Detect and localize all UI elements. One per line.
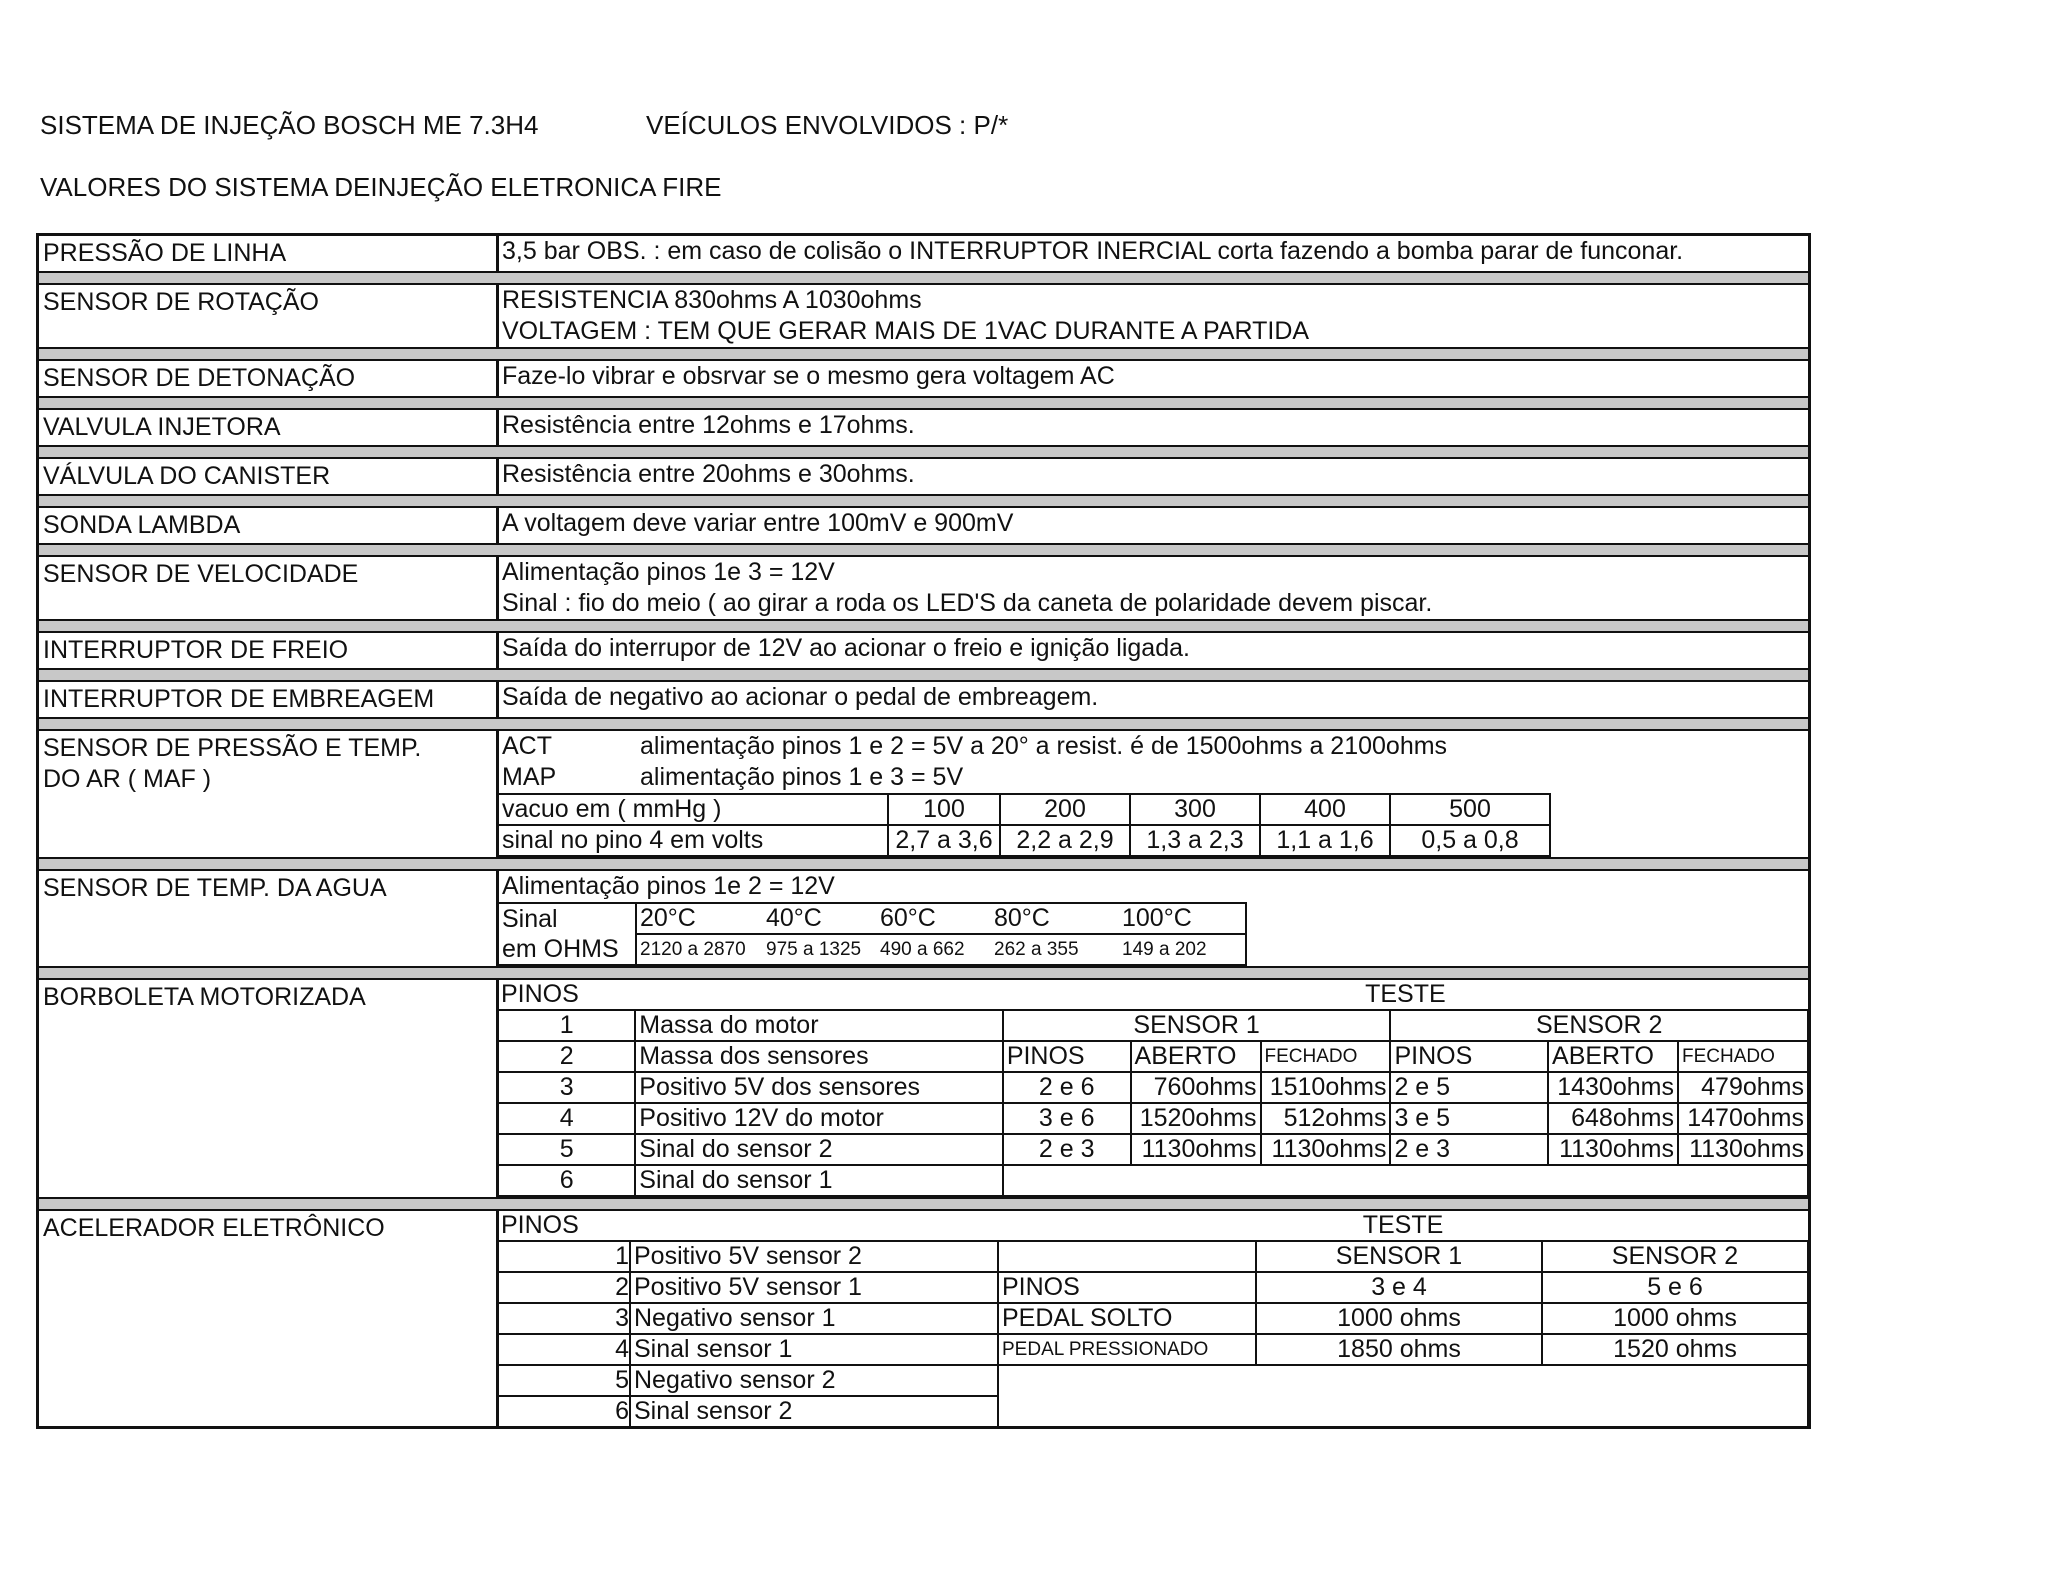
pin-desc: Positivo 5V sensor 2 xyxy=(630,1241,998,1272)
row-separator xyxy=(39,859,1808,871)
map-table xyxy=(497,793,1551,857)
col-aberto: ABERTO xyxy=(1131,1041,1261,1072)
temp-header: 20°C xyxy=(636,903,763,934)
row-separator xyxy=(39,670,1808,682)
row-separator xyxy=(39,719,1808,731)
test-pinos: 3 e 6 xyxy=(1003,1103,1131,1134)
sig-value: 2,2 a 2,9 xyxy=(1000,825,1130,856)
empty-cell xyxy=(998,1365,1808,1427)
test-pinos: 3 e 5 xyxy=(1390,1103,1548,1134)
pin-number: 6 xyxy=(498,1396,630,1427)
test-aberto: 1430ohms xyxy=(1548,1072,1678,1103)
pin-desc: Sinal do sensor 1 xyxy=(635,1165,1003,1196)
ohms-value: 975 a 1325 xyxy=(763,934,877,965)
map-key: MAP xyxy=(502,763,557,791)
row-text: Saída de negativo ao acionar o pedal de embreagem. xyxy=(502,683,1099,711)
sig-label: sinal no pino 4 em volts xyxy=(498,825,888,856)
row-label: PRESSÃO DE LINHA xyxy=(39,236,499,271)
pin-desc: Positivo 5V sensor 1 xyxy=(630,1272,998,1303)
col-pinos: PINOS xyxy=(1003,1041,1131,1072)
row-canister xyxy=(39,459,1808,496)
test-fechado: 1470ohms xyxy=(1678,1103,1808,1134)
row-separator xyxy=(39,545,1808,557)
row-embreagem xyxy=(39,682,1808,719)
row-separator xyxy=(39,349,1808,361)
test-fechado: 1510ohms xyxy=(1261,1072,1391,1103)
row-text: A voltagem deve variar entre 100mV e 900mV xyxy=(502,509,1014,537)
row-text: Alimentação pinos 1e 2 = 12V xyxy=(502,872,835,900)
row-agua xyxy=(39,871,1808,968)
sensor2-header: SENSOR 2 xyxy=(1542,1241,1808,1272)
vehicles-label: VEÍCULOS ENVOLVIDOS : P/* xyxy=(646,110,1009,140)
pin-desc: Sinal do sensor 2 xyxy=(635,1134,1003,1165)
ohms-value: 490 a 662 xyxy=(877,934,991,965)
test-key: PEDAL SOLTO xyxy=(998,1303,1256,1334)
pin-number: 2 xyxy=(498,1041,635,1072)
act-text: alimentação pinos 1 e 2 = 5V a 20° a resist. é de 1500ohms a 2100ohms xyxy=(640,732,1448,760)
row-acelerador xyxy=(39,1211,1808,1426)
row-label: VALVULA INJETORA xyxy=(39,410,499,445)
row-separator xyxy=(39,496,1808,508)
row-label: VÁLVULA DO CANISTER xyxy=(39,459,499,494)
test-fechado: 479ohms xyxy=(1678,1072,1808,1103)
teste-header: TESTE xyxy=(998,1211,1808,1241)
water-temp-table xyxy=(497,902,1247,966)
sinal-label: Sinal xyxy=(498,903,636,934)
row-text: Sinal : fio do meio ( ao girar a roda os LED'S da caneta de polaridade devem piscar. xyxy=(502,589,1433,617)
test-s2: 1000 ohms xyxy=(1542,1303,1808,1334)
row-borboleta xyxy=(39,980,1808,1199)
ohms-value: 2120 a 2870 xyxy=(636,934,763,965)
row-label: INTERRUPTOR DE FREIO xyxy=(39,633,499,668)
test-pinos: 2 e 3 xyxy=(1003,1134,1131,1165)
row-text: Faze-lo vibrar e obsrvar se o mesmo gera voltagem AC xyxy=(502,362,1115,390)
test-aberto: 1130ohms xyxy=(1131,1134,1261,1165)
ohms-label: em OHMS xyxy=(498,934,636,965)
row-label xyxy=(39,731,499,857)
row-label: INTERRUPTOR DE EMBREAGEM xyxy=(39,682,499,717)
pin-desc: Sinal sensor 1 xyxy=(630,1334,998,1365)
pin-desc: Negativo sensor 2 xyxy=(630,1365,998,1396)
row-label-line: SENSOR DE PRESSÃO E TEMP. xyxy=(43,734,422,762)
row-label: SENSOR DE VELOCIDADE xyxy=(39,557,499,619)
row-text: Alimentação pinos 1e 3 = 12V xyxy=(502,558,835,586)
row-lambda xyxy=(39,508,1808,545)
act-key: ACT xyxy=(502,732,552,760)
sig-value: 2,7 a 3,6 xyxy=(888,825,1000,856)
col-pinos: PINOS xyxy=(1390,1041,1548,1072)
vac-value: 100 xyxy=(888,794,1000,825)
pin-desc: Positivo 5V dos sensores xyxy=(635,1072,1003,1103)
pin-number: 1 xyxy=(498,1010,635,1041)
row-text: RESISTENCIA 830ohms A 1030ohms xyxy=(502,286,922,314)
test-fechado: 1130ohms xyxy=(1678,1134,1808,1165)
sensor1-header: SENSOR 1 xyxy=(1003,1010,1391,1041)
row-separator xyxy=(39,447,1808,459)
row-text: Saída do interrupor de 12V ao acionar o freio e ignição ligada. xyxy=(502,634,1190,662)
test-fechado: 1130ohms xyxy=(1261,1134,1391,1165)
pin-number: 1 xyxy=(498,1241,630,1272)
test-s1: 3 e 4 xyxy=(1256,1272,1542,1303)
test-pinos: 2 e 6 xyxy=(1003,1072,1131,1103)
temp-header: 100°C xyxy=(1119,903,1246,934)
row-label: SONDA LAMBDA xyxy=(39,508,499,543)
vac-value: 200 xyxy=(1000,794,1130,825)
test-aberto: 1520ohms xyxy=(1131,1103,1261,1134)
empty-cell xyxy=(1003,1165,1808,1196)
row-injetora xyxy=(39,410,1808,447)
pin-number: 3 xyxy=(498,1072,635,1103)
test-s2: 1520 ohms xyxy=(1542,1334,1808,1365)
col-fechado: FECHADO xyxy=(1261,1041,1391,1072)
test-fechado: 512ohms xyxy=(1261,1103,1391,1134)
row-text: 3,5 bar OBS. : em caso de colisão o INTERRUPTOR INERCIAL corta fazendo a bomba parar de funconar. xyxy=(502,237,1684,265)
pinos-header: PINOS xyxy=(498,1211,998,1241)
pinos-header: PINOS xyxy=(498,980,1003,1010)
pin-desc: Massa do motor xyxy=(635,1010,1003,1041)
vac-value: 500 xyxy=(1390,794,1550,825)
row-freio xyxy=(39,633,1808,670)
pedal-table xyxy=(497,1211,1809,1428)
empty-cell xyxy=(998,1241,1256,1272)
map-text: alimentação pinos 1 e 3 = 5V xyxy=(640,763,964,791)
row-text: Resistência entre 20ohms e 30ohms. xyxy=(502,460,915,488)
row-rotacao xyxy=(39,285,1808,349)
temp-header: 60°C xyxy=(877,903,991,934)
pin-number: 5 xyxy=(498,1365,630,1396)
col-aberto: ABERTO xyxy=(1548,1041,1678,1072)
ohms-value: 262 a 355 xyxy=(991,934,1119,965)
test-s1: 1850 ohms xyxy=(1256,1334,1542,1365)
row-text: VOLTAGEM : TEM QUE GERAR MAIS DE 1VAC DURANTE A PARTIDA xyxy=(502,317,1310,345)
row-separator xyxy=(39,398,1808,410)
document-title: SISTEMA DE INJEÇÃO BOSCH ME 7.3H4 xyxy=(40,110,539,140)
sig-value: 1,1 a 1,6 xyxy=(1260,825,1390,856)
row-label: SENSOR DE DETONAÇÃO xyxy=(39,361,499,396)
sensor1-header: SENSOR 1 xyxy=(1256,1241,1542,1272)
vac-value: 300 xyxy=(1130,794,1260,825)
vac-label: vacuo em ( mmHg ) xyxy=(498,794,888,825)
pin-number: 6 xyxy=(498,1165,635,1196)
row-velocidade xyxy=(39,557,1808,621)
row-separator xyxy=(39,968,1808,980)
test-aberto: 648ohms xyxy=(1548,1103,1678,1134)
sensor2-header: SENSOR 2 xyxy=(1390,1010,1808,1041)
ohms-value: 149 a 202 xyxy=(1119,934,1246,965)
test-aberto: 760ohms xyxy=(1131,1072,1261,1103)
teste-header: TESTE xyxy=(1003,980,1808,1010)
row-pressao xyxy=(39,236,1808,273)
pin-desc: Positivo 12V do motor xyxy=(635,1103,1003,1134)
pin-desc: Negativo sensor 1 xyxy=(630,1303,998,1334)
pin-number: 5 xyxy=(498,1134,635,1165)
throttle-table xyxy=(497,980,1809,1197)
pin-desc: Massa dos sensores xyxy=(635,1041,1003,1072)
sig-value: 1,3 a 2,3 xyxy=(1130,825,1260,856)
row-separator xyxy=(39,621,1808,633)
row-separator xyxy=(39,1199,1808,1211)
pin-number: 4 xyxy=(498,1103,635,1134)
row-detonacao xyxy=(39,361,1808,398)
temp-header: 40°C xyxy=(763,903,877,934)
pin-number: 4 xyxy=(498,1334,630,1365)
row-separator xyxy=(39,273,1808,285)
test-pinos: 2 e 3 xyxy=(1390,1134,1548,1165)
test-key: PEDAL PRESSIONADO xyxy=(998,1334,1256,1365)
test-s1: 1000 ohms xyxy=(1256,1303,1542,1334)
row-label: ACELERADOR ELETRÔNICO xyxy=(39,1211,499,1426)
row-text: Resistência entre 12ohms e 17ohms. xyxy=(502,411,915,439)
row-label: BORBOLETA MOTORIZADA xyxy=(39,980,499,1197)
test-pinos: 2 e 5 xyxy=(1390,1072,1548,1103)
row-label: SENSOR DE ROTAÇÃO xyxy=(39,285,499,347)
sig-value: 0,5 a 0,8 xyxy=(1390,825,1550,856)
document-subtitle: VALORES DO SISTEMA DEINJEÇÃO ELETRONICA FIRE xyxy=(40,172,722,202)
row-label: SENSOR DE TEMP. DA AGUA xyxy=(39,871,499,966)
test-s2: 5 e 6 xyxy=(1542,1272,1808,1303)
pin-desc: Sinal sensor 2 xyxy=(630,1396,998,1427)
test-aberto: 1130ohms xyxy=(1548,1134,1678,1165)
col-fechado: FECHADO xyxy=(1678,1041,1808,1072)
pin-number: 3 xyxy=(498,1303,630,1334)
temp-header: 80°C xyxy=(991,903,1119,934)
vac-value: 400 xyxy=(1260,794,1390,825)
pin-number: 2 xyxy=(498,1272,630,1303)
values-sheet xyxy=(36,233,1811,1429)
test-key: PINOS xyxy=(998,1272,1256,1303)
row-label-line: DO AR ( MAF ) xyxy=(43,765,212,793)
row-maf xyxy=(39,731,1808,859)
